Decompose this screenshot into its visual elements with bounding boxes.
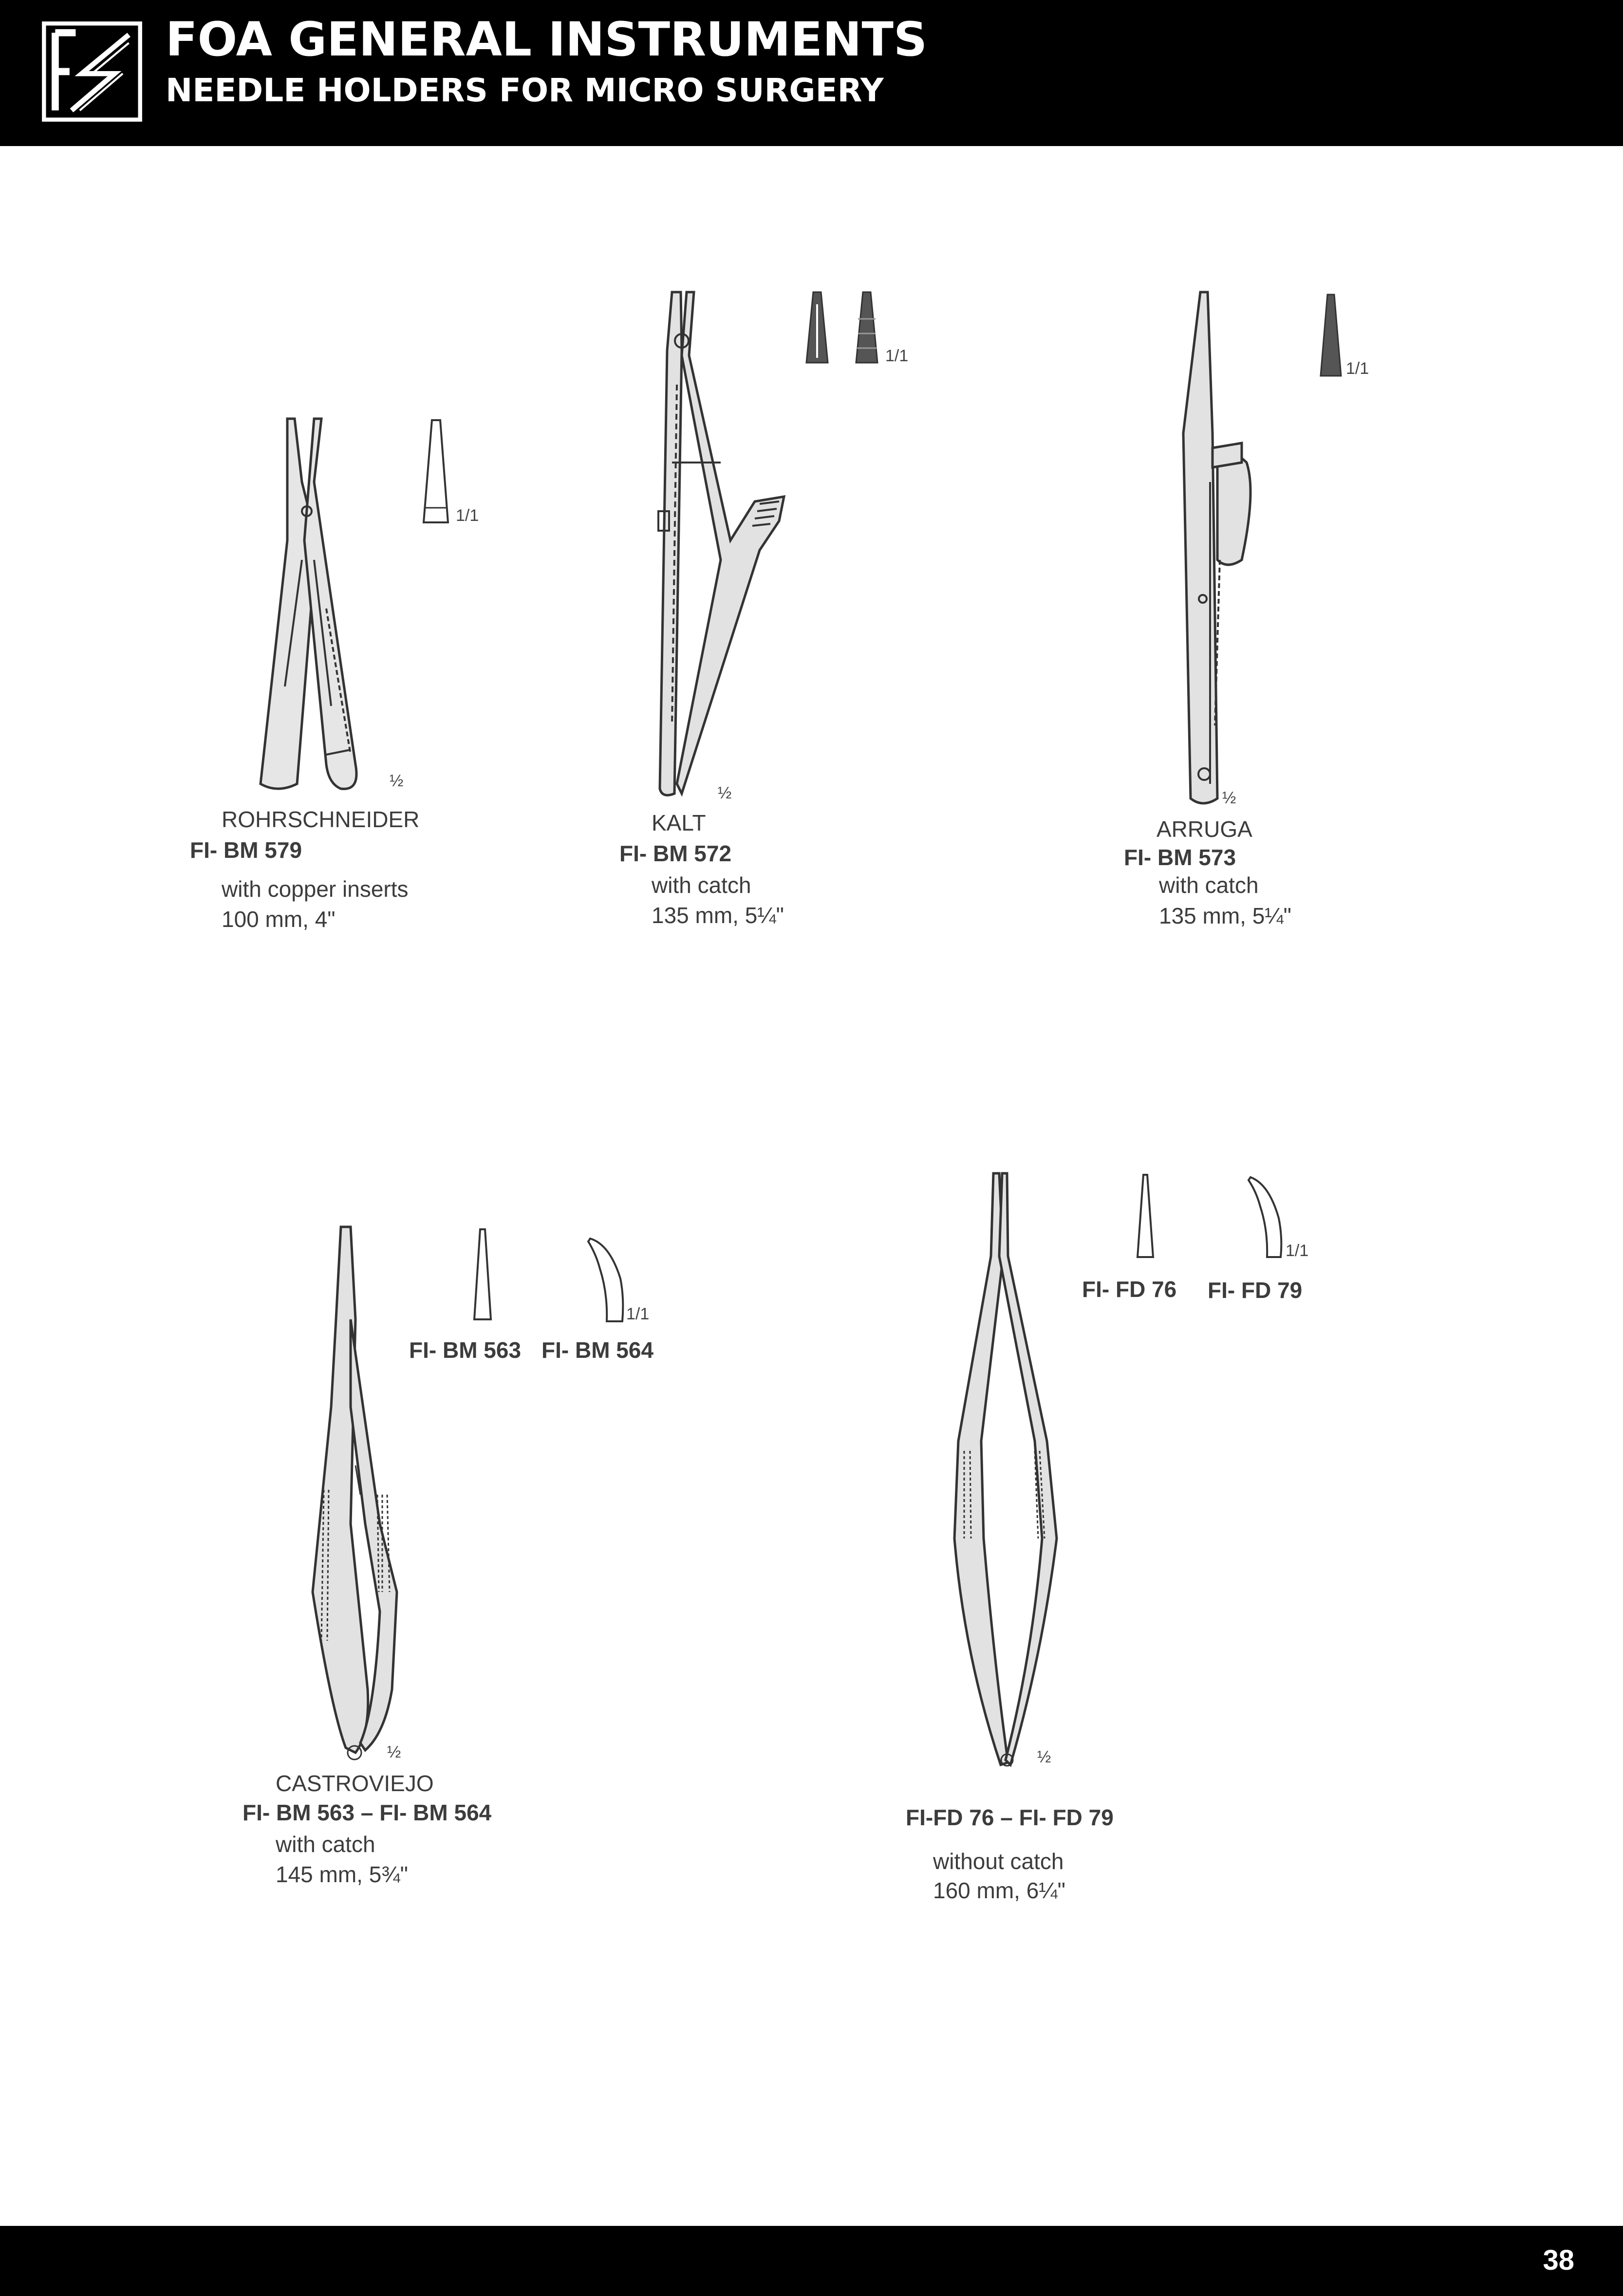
castroviejo-curved-tip-detail — [585, 1235, 629, 1324]
product-size: 145 mm, 5¾" — [276, 1862, 409, 1887]
product-size: 135 mm, 5¼" — [652, 903, 784, 928]
rohrschneider-tip-detail — [420, 418, 454, 526]
product-code: FI- BM 573 — [1124, 845, 1236, 870]
kalt-tip-detail-2 — [853, 290, 880, 368]
castroviejo-instrument-illustration — [302, 1222, 404, 1762]
product-code: FI- BM 572 — [619, 841, 732, 866]
page-header — [0, 0, 1623, 146]
product-detail: with catch — [1159, 872, 1259, 898]
product-size: 160 mm, 6¼" — [933, 1878, 1066, 1903]
product-code: FI-FD 76 – FI- FD 79 — [906, 1805, 1114, 1830]
product-code: FI- BM 563 – FI- BM 564 — [243, 1800, 492, 1825]
product-name: ROHRSCHNEIDER — [222, 807, 420, 832]
product-size: 135 mm, 5¼" — [1159, 903, 1292, 928]
product-name: CASTROVIEJO — [276, 1771, 434, 1796]
arruga-instrument-illustration — [1164, 287, 1261, 813]
fd79-curved-tip-detail — [1247, 1174, 1287, 1260]
scale-label: ½ — [1037, 1748, 1051, 1766]
scale-label: ½ — [718, 784, 732, 802]
rohrschneider-instrument-illustration — [229, 414, 404, 798]
arruga-tip-detail — [1319, 292, 1343, 380]
tip-scale-label: 1/1 — [1286, 1241, 1309, 1260]
product-detail: with copper inserts — [222, 876, 409, 902]
tip-label: FI- BM 564 — [541, 1337, 654, 1363]
tip-scale-label: 1/1 — [456, 506, 479, 525]
fd76-straight-tip-detail — [1135, 1172, 1156, 1260]
tip-scale-label: 1/1 — [885, 347, 909, 365]
product-detail: with catch — [652, 872, 751, 898]
product-code: FI- BM 579 — [190, 837, 302, 863]
product-size: 100 mm, 4" — [222, 907, 336, 932]
fgi-monogram-icon — [41, 20, 143, 123]
kalt-tip-detail-1 — [803, 290, 831, 368]
scale-label: ½ — [1222, 789, 1236, 807]
product-detail: with catch — [276, 1832, 375, 1857]
tip-scale-label: 1/1 — [1346, 359, 1369, 378]
tip-label: FI- BM 563 — [409, 1337, 522, 1363]
kalt-instrument-illustration — [643, 287, 789, 803]
brand-title: FOA GENERAL INSTRUMENTS — [166, 12, 928, 67]
castroviejo-straight-tip-detail — [471, 1227, 494, 1322]
page-footer — [0, 2226, 1623, 2296]
micro-needle-holder-illustration — [945, 1168, 1071, 1772]
scale-label: ½ — [387, 1743, 401, 1761]
page-subtitle: NEEDLE HOLDERS FOR MICRO SURGERY — [166, 72, 884, 109]
scale-label: ½ — [390, 772, 404, 790]
tip-label: FI- FD 79 — [1208, 1278, 1303, 1303]
tip-label: FI- FD 76 — [1082, 1277, 1177, 1302]
tip-scale-label: 1/1 — [626, 1305, 650, 1323]
product-name: KALT — [652, 810, 706, 835]
product-detail: without catch — [933, 1849, 1064, 1874]
page-number: 38 — [1543, 2244, 1574, 2276]
product-name: ARRUGA — [1157, 816, 1252, 842]
